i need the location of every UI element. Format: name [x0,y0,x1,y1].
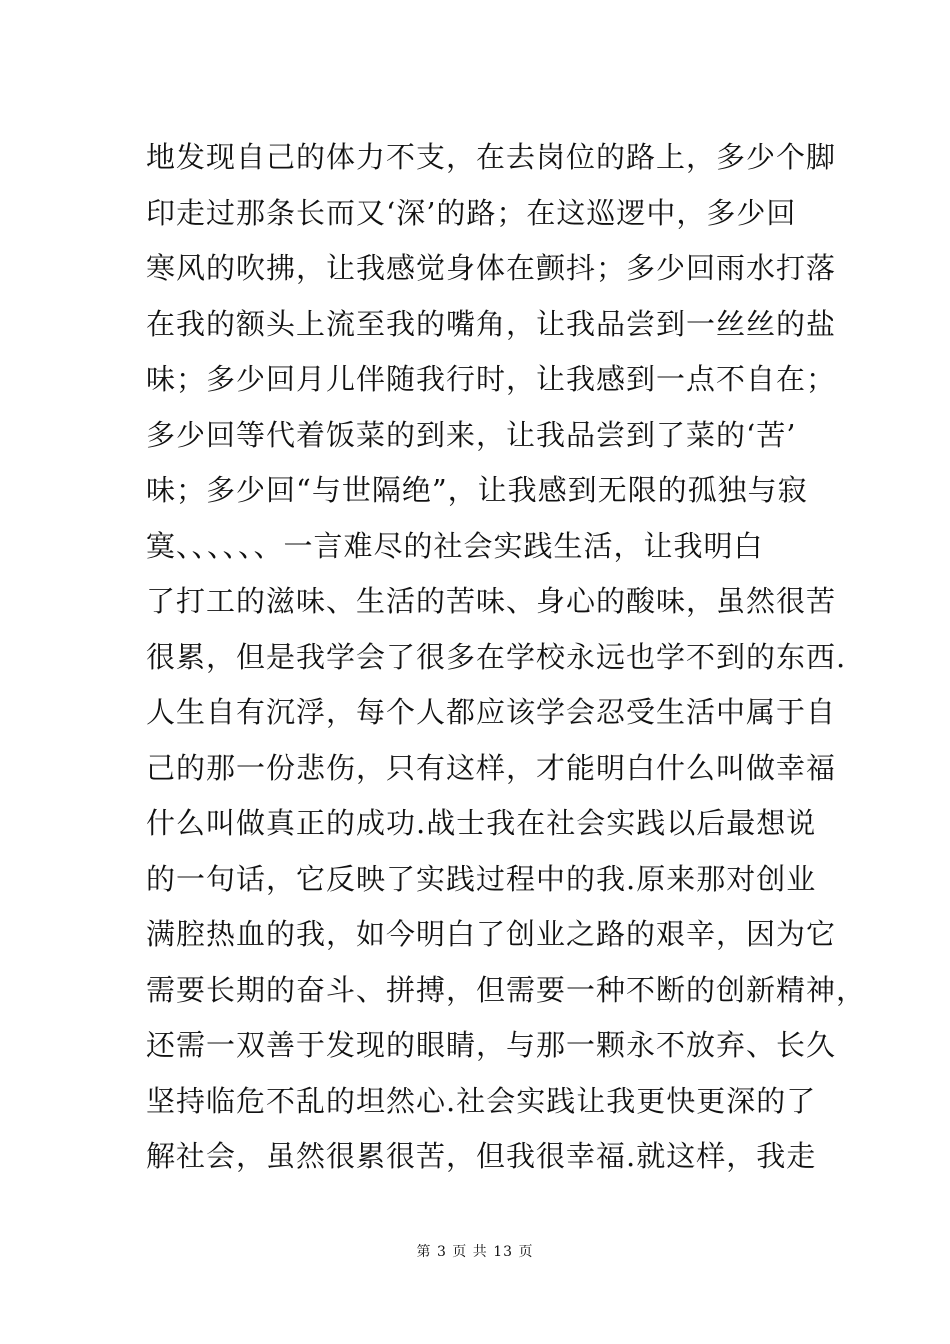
text-line: 地发现自己的体力不支，在去岗位的路上，多少个脚 [146,140,837,174]
text-line: 多少回等代着饭菜的到来，让我品尝到了菜的‘苦’ [146,417,797,452]
text-line: 需要长期的奋斗、拼搏，但需要一种不断的创新精神， [146,972,867,1007]
text-line: 寞、、、、、、一言难尽的社会实践生活，让我明白 [146,528,764,563]
text-line: 还需一双善于发现的眼睛，与那一颗永不放弃、长久 [146,1028,837,1062]
text-line: 人生自有沉浮，每个人都应该学会忍受生活中属于自 [146,695,837,729]
text-line: 在我的额头上流至我的嘴角，让我品尝到一丝丝的盐 [146,306,837,341]
text-line: 很累，但是我学会了很多在学校永远也学不到的东西. [146,639,847,674]
text-line: 了打工的滋味、生活的苦味、身心的酸味，虽然很苦 [146,584,837,618]
text-line: 印走过那条长而又‘深’的路；在这巡逻中，多少回 [146,195,797,230]
text-line: 解社会，虽然很累很苦，但我很幸福.就这样，我走 [146,1139,817,1173]
text-line: 己的那一份悲伤，只有这样，才能明白什么叫做幸福 [146,750,837,785]
text-line: 寒风的吹拂，让我感觉身体在颤抖；多少回雨水打落 [146,251,837,285]
page-number-footer: 第 3 页 共 13 页 [416,1244,534,1260]
text-line: 满腔热血的我，如今明白了创业之路的艰辛，因为它 [146,917,837,951]
text-line: 味；多少回月儿伴随我行时，让我感到一点不自在； [146,362,837,396]
text-line: 坚持临危不乱的坦然心.社会实践让我更快更深的了 [146,1083,817,1118]
text-line: 的一句话，它反映了实践过程中的我.原来那对创业 [146,861,817,896]
text-line: 什么叫做真正的成功.战士我在社会实践以后最想说 [146,806,817,840]
body-text [146,130,867,1185]
text-line: 味；多少回“与世隔绝”，让我感到无限的孤独与寂 [146,473,808,507]
